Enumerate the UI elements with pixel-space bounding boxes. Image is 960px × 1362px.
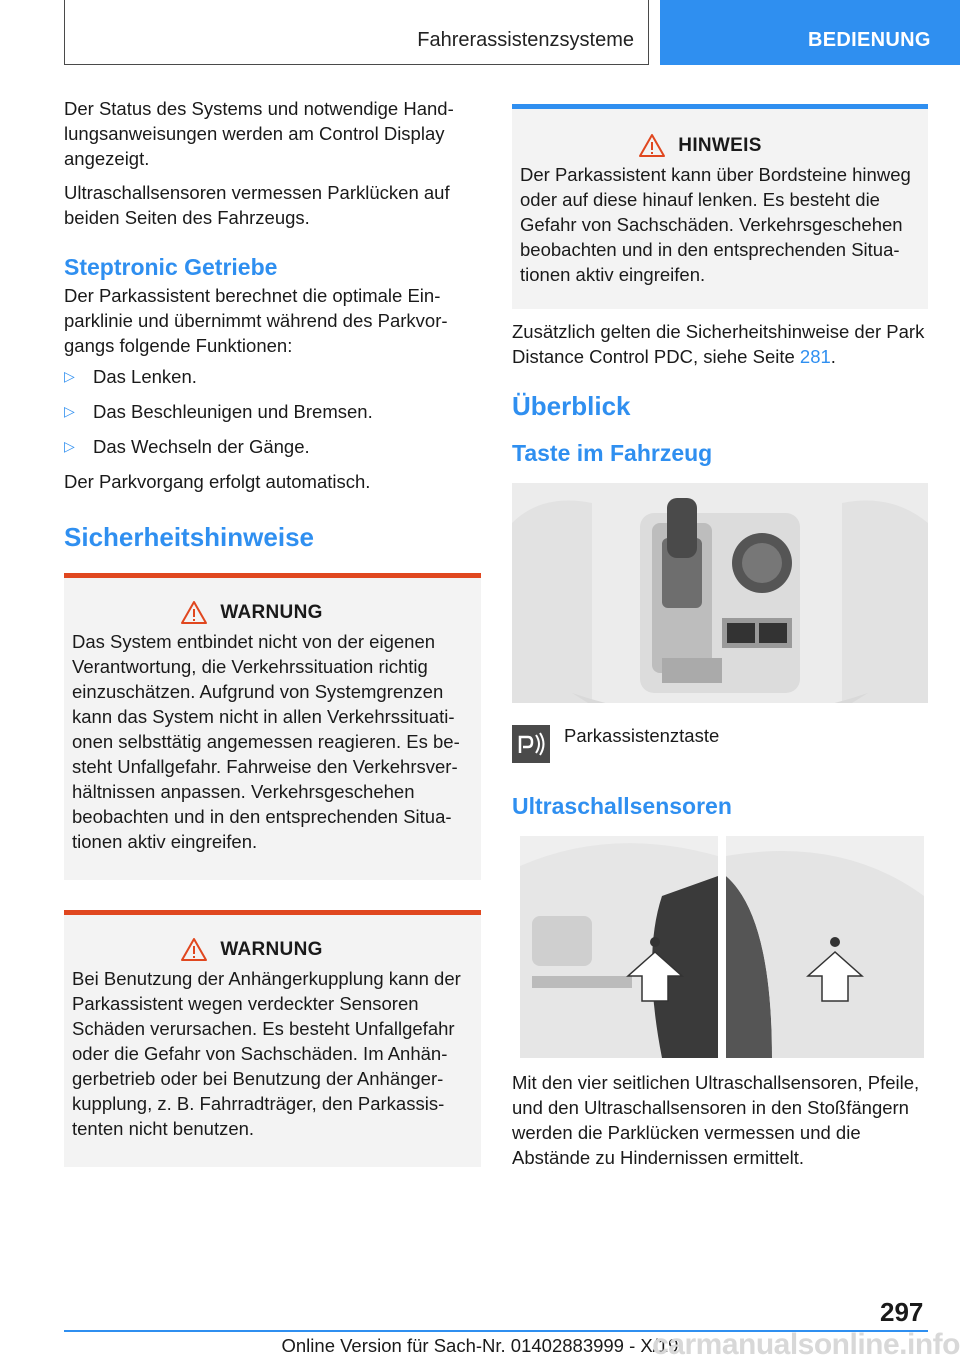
button-caption-row	[512, 725, 928, 763]
footer-watermark: carmanualsonline.info	[652, 1328, 960, 1361]
list-item-text: Das Lenken.	[93, 366, 197, 387]
triangle-bullet-icon: ▷	[64, 438, 75, 454]
warning-text: Bei Benutzung der Anhängerkupplung kann der Parkassistent wegen verdeckter Sensoren Schäden verursachen. Es besteht Unfallgefahr oder die Gefahr von Sachschäden. Im Anhängerbetrieb oder bei Benutzung der Anhängerkupplung, z. B. Fahrradträger, den Parkassistenten nicht benutzen.	[72, 968, 461, 1139]
center-console-illustration	[512, 483, 928, 703]
list-item-text: Das Wechseln der Gänge.	[93, 436, 310, 457]
additional-text-end: .	[830, 346, 836, 367]
hint-header	[480, 133, 920, 158]
list-item	[64, 399, 481, 424]
warning-box-1	[64, 573, 481, 880]
warning-text: Das System entbindet nicht von der eigenen Verantwortung, die Verkehrssituation richtig einzuschätzen. Aufgrund von Systemgrenzen kann das System nicht in allen Verkehrssituationen selbsttätig angemessen reagieren. Es besteht Unfallgefahr. Fahrweise den Verkehrsverhältnissen anpassen. Verkehrsgeschehen beobachten und in den entsprechenden Situationen aktiv eingreifen.	[72, 631, 460, 852]
additional-paragraph	[512, 319, 928, 369]
list-item	[64, 364, 481, 389]
page-number: 297	[880, 1297, 924, 1327]
overview-heading: Überblick	[512, 391, 631, 421]
warning-triangle-icon	[180, 937, 208, 962]
warning-header	[32, 937, 471, 962]
function-list	[64, 364, 481, 459]
button-caption: Parkassistenztaste	[564, 725, 720, 746]
hint-text: Der Parkassistent kann über Bordsteine hinweg oder auf diese hinauf lenken. Es besteht die Gefahr von Sachschäden. Verkehrsgeschehen beobachten und in den entsprechenden Situationen aktiv eingreifen.	[520, 164, 911, 285]
warning-triangle-icon	[180, 600, 208, 625]
triangle-bullet-icon: ▷	[64, 403, 75, 419]
auto-paragraph: Der Parkvorgang erfolgt automatisch.	[64, 471, 371, 492]
park-assist-button-icon	[512, 725, 550, 763]
intro-paragraph-2: Ultraschallsensoren vermessen Parklücken auf beiden Seiten des Fahrzeugs.	[64, 182, 450, 228]
additional-text: Zusätzlich gelten die Sicherheitshinweise der Park Distance Control PDC, siehe Seite	[512, 321, 925, 367]
left-column	[64, 96, 481, 1167]
header-chapter-label: BEDIENUNG	[808, 29, 931, 51]
warning-triangle-icon	[638, 133, 666, 158]
triangle-bullet-icon: ▷	[64, 368, 75, 384]
steptronic-heading: Steptronic Getriebe	[64, 254, 278, 280]
button-heading: Taste im Fahrzeug	[512, 440, 713, 466]
warning-title: WARNUNG	[220, 938, 323, 960]
hint-box	[512, 104, 928, 309]
page-link[interactable]: 281	[799, 346, 831, 367]
list-item	[64, 434, 481, 459]
safety-heading: Sicherheitshinweise	[64, 522, 314, 552]
console-photo	[512, 483, 928, 703]
warning-title: WARNUNG	[220, 601, 323, 623]
warning-header	[32, 600, 471, 625]
warning-box-2	[64, 910, 481, 1167]
steptronic-paragraph: Der Parkassistent berechnet die optimale Einparklinie und übernimmt während des Parkvorgangs folgende Funktionen:	[64, 285, 448, 356]
footer-online-version: Online Version für Sach-Nr. 01402883999 - X/19	[281, 1335, 679, 1356]
list-item-text: Das Beschleunigen und Bremsen.	[93, 401, 373, 422]
sensors-heading: Ultraschallsensoren	[512, 793, 732, 819]
sensors-photo	[512, 836, 928, 1058]
header-chapter-tab	[660, 0, 960, 65]
sensors-paragraph: Mit den vier seitlichen Ultraschallsensoren, Pfeile, und den Ultraschallsensoren in den Stoßfängern werden die Parklücken vermessen und die Abstände zu Hindernissen ermittelt.	[512, 1072, 920, 1168]
sensors-illustration	[512, 836, 928, 1058]
right-column	[512, 104, 928, 1179]
hint-title: HINWEIS	[678, 134, 762, 156]
header-section-title: Fahrerassistenzsysteme	[417, 29, 634, 51]
header-section-box	[64, 0, 649, 65]
intro-paragraph-1: Der Status des Systems und notwendige Handlungsanweisungen werden am Control Display angezeigt.	[64, 98, 454, 169]
